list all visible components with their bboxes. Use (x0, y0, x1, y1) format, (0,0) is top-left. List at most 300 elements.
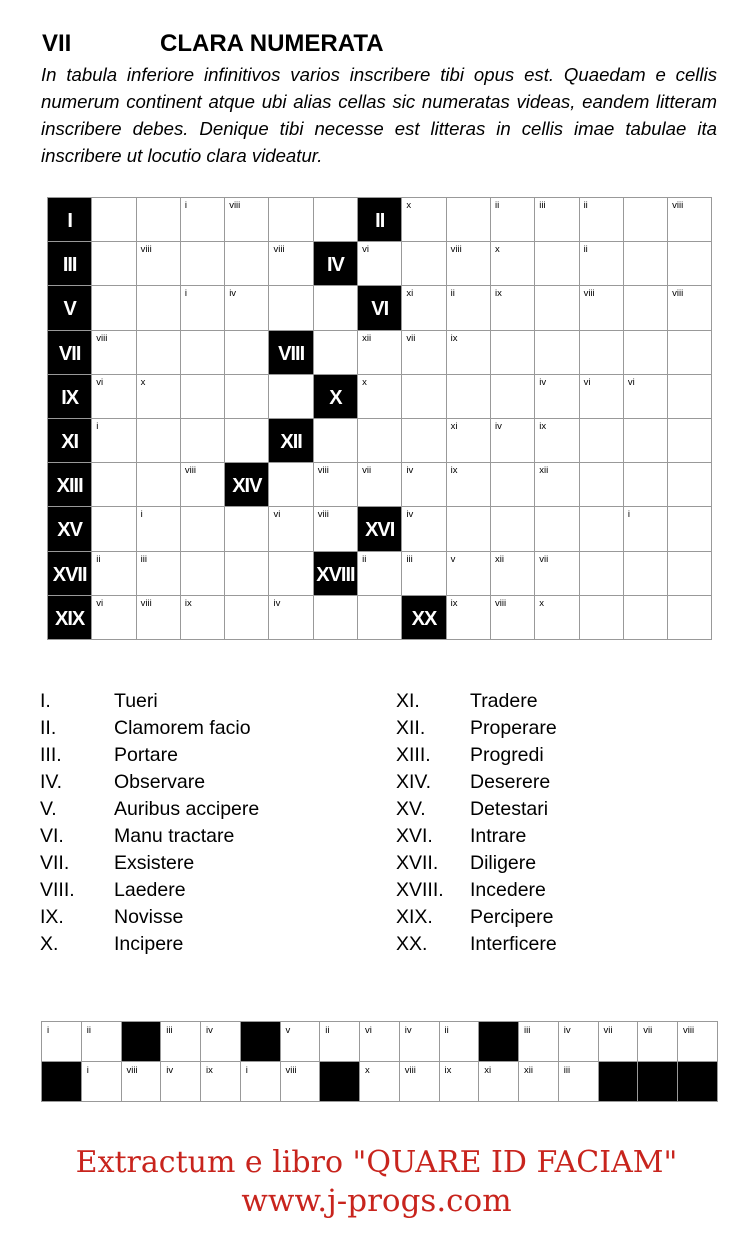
grid-letter-cell[interactable] (446, 286, 490, 330)
grid-letter-cell[interactable] (535, 286, 579, 330)
grid-block-cell[interactable] (313, 242, 357, 286)
clue-text: Clamorem facio (114, 717, 251, 739)
grid-letter-cell[interactable] (535, 198, 579, 242)
cell-number: xii (494, 553, 504, 565)
grid-letter-cell[interactable] (490, 374, 534, 418)
cell-number: i (47, 1025, 50, 1036)
grid-letter-cell[interactable] (92, 595, 136, 639)
cell-number: iv (404, 1025, 412, 1036)
solution-row (42, 1022, 718, 1062)
grid-letter-cell[interactable] (668, 242, 712, 286)
grid-letter-cell[interactable] (668, 551, 712, 595)
word-number-label: I (67, 210, 72, 233)
solution-block-cell (598, 1062, 638, 1102)
solution-block-cell (638, 1062, 678, 1102)
cell-number: viii (683, 1025, 695, 1036)
grid-letter-cell[interactable] (668, 198, 712, 242)
cell-number: vii (643, 1025, 653, 1036)
grid-letter-cell[interactable] (136, 374, 180, 418)
clue-number: XVI. (396, 825, 433, 847)
grid-letter-cell[interactable] (358, 551, 402, 595)
grid-block-cell[interactable] (225, 463, 269, 507)
cell-number: ii (325, 1025, 330, 1036)
solution-letter-cell[interactable] (201, 1062, 241, 1102)
grid-block-cell[interactable] (269, 330, 313, 374)
grid-block-cell[interactable] (48, 198, 92, 242)
cell-number: iii (563, 1065, 571, 1076)
clue-text: Interficere (470, 933, 557, 955)
grid-letter-cell[interactable] (623, 198, 667, 242)
grid-letter-cell[interactable] (535, 507, 579, 551)
grid-letter-cell[interactable] (402, 463, 446, 507)
grid-letter-cell[interactable] (579, 330, 623, 374)
grid-block-cell[interactable] (313, 374, 357, 418)
grid-letter-cell[interactable] (623, 595, 667, 639)
grid-letter-cell[interactable] (402, 418, 446, 462)
grid-block-cell[interactable] (48, 374, 92, 418)
grid-row (48, 198, 712, 242)
solution-block-cell (240, 1022, 280, 1062)
clue-number: XX. (396, 933, 428, 955)
grid-letter-cell[interactable] (358, 242, 402, 286)
cell-number: viii (273, 244, 285, 256)
solution-letter-cell[interactable] (479, 1062, 519, 1102)
word-number-label: VI (371, 298, 389, 321)
grid-letter-cell[interactable] (92, 418, 136, 462)
grid-letter-cell[interactable] (490, 286, 534, 330)
word-number-label: VII (58, 342, 81, 365)
cell-number: iv (166, 1065, 174, 1076)
cell-number: vi (273, 509, 281, 521)
grid-letter-cell[interactable] (446, 418, 490, 462)
grid-letter-cell[interactable] (623, 374, 667, 418)
grid-block-cell[interactable] (48, 242, 92, 286)
grid-row (48, 418, 712, 462)
grid-letter-cell[interactable] (402, 242, 446, 286)
grid-block-cell[interactable] (313, 551, 357, 595)
grid-letter-cell[interactable] (402, 374, 446, 418)
grid-letter-cell[interactable] (402, 551, 446, 595)
grid-letter-cell[interactable] (92, 551, 136, 595)
word-number-label: IV (326, 254, 344, 277)
grid-letter-cell[interactable] (535, 595, 579, 639)
footer-website: www.j-progs.com (241, 1183, 512, 1219)
grid-letter-cell[interactable] (180, 507, 224, 551)
grid-letter-cell[interactable] (136, 463, 180, 507)
cell-number: x (140, 376, 146, 388)
cell-number: vii (603, 1025, 613, 1036)
clue-text: Portare (114, 744, 178, 766)
solution-letter-cell[interactable] (81, 1022, 121, 1062)
solution-letter-cell[interactable] (678, 1022, 718, 1062)
clue-text: Percipere (470, 906, 554, 928)
grid-letter-cell[interactable] (92, 374, 136, 418)
clue-number: III. (40, 744, 62, 766)
cell-number: ii (96, 553, 101, 565)
solution-letter-cell[interactable] (161, 1022, 201, 1062)
grid-block-cell[interactable] (358, 198, 402, 242)
cell-number: v (285, 1025, 291, 1036)
grid-letter-cell[interactable] (579, 418, 623, 462)
grid-letter-cell[interactable] (136, 551, 180, 595)
cell-number: xii (524, 1065, 533, 1076)
grid-letter-cell[interactable] (358, 595, 402, 639)
grid-block-cell[interactable] (269, 418, 313, 462)
clue-number: XV. (396, 798, 426, 820)
grid-letter-cell[interactable] (136, 330, 180, 374)
clue-number: XVIII. (396, 879, 444, 901)
grid-letter-cell[interactable] (136, 595, 180, 639)
clue-number: XIX. (396, 906, 433, 928)
puzzle-number: VII (42, 30, 72, 57)
grid-letter-cell[interactable] (579, 551, 623, 595)
cell-number: iv (273, 597, 281, 609)
solution-letter-cell[interactable] (320, 1022, 360, 1062)
grid-block-cell[interactable] (48, 507, 92, 551)
grid-block-cell[interactable] (358, 507, 402, 551)
clue-text: Detestari (470, 798, 549, 820)
puzzle-header (42, 30, 384, 58)
cell-number: i (627, 509, 630, 521)
cell-number: vi (96, 376, 104, 388)
word-number-label: XVII (52, 563, 87, 586)
grid-letter-cell[interactable] (668, 286, 712, 330)
grid-letter-cell[interactable] (490, 418, 534, 462)
solution-letter-cell[interactable] (201, 1022, 241, 1062)
word-number-label: XVIII (316, 563, 355, 586)
grid-letter-cell[interactable] (180, 595, 224, 639)
grid-letter-cell[interactable] (225, 551, 269, 595)
grid-letter-cell[interactable] (92, 286, 136, 330)
solution-letter-cell[interactable] (558, 1022, 598, 1062)
word-number-label: XIV (232, 475, 262, 498)
grid-letter-cell[interactable] (402, 286, 446, 330)
cell-number: xii (362, 332, 372, 344)
grid-letter-cell[interactable] (446, 551, 490, 595)
grid-letter-cell[interactable] (92, 507, 136, 551)
grid-letter-cell[interactable] (402, 330, 446, 374)
grid-letter-cell[interactable] (269, 286, 313, 330)
cell-number: iii (539, 200, 546, 211)
clue-text: Laedere (114, 879, 186, 901)
solution-letter-cell[interactable] (519, 1062, 559, 1102)
grid-letter-cell[interactable] (358, 330, 402, 374)
cell-number: viii (494, 597, 507, 609)
grid-letter-cell[interactable] (623, 507, 667, 551)
grid-letter-cell[interactable] (180, 286, 224, 330)
grid-letter-cell[interactable] (136, 242, 180, 286)
solution-letter-cell[interactable] (598, 1022, 638, 1062)
solution-letter-cell[interactable] (240, 1062, 280, 1102)
grid-letter-cell[interactable] (579, 374, 623, 418)
grid-row (48, 374, 712, 418)
grid-letter-cell[interactable] (313, 595, 357, 639)
grid-letter-cell[interactable] (269, 595, 313, 639)
grid-letter-cell[interactable] (535, 242, 579, 286)
grid-letter-cell[interactable] (446, 595, 490, 639)
grid-row (48, 330, 712, 374)
cell-number: iii (406, 553, 413, 565)
cell-number: ix (539, 420, 547, 432)
grid-letter-cell[interactable] (225, 286, 269, 330)
grid-block-cell[interactable] (48, 418, 92, 462)
grid-letter-cell[interactable] (623, 463, 667, 507)
grid-letter-cell[interactable] (579, 286, 623, 330)
solution-grid (41, 1021, 718, 1102)
grid-letter-cell[interactable] (446, 507, 490, 551)
grid-letter-cell[interactable] (579, 595, 623, 639)
grid-letter-cell[interactable] (623, 551, 667, 595)
grid-letter-cell[interactable] (180, 418, 224, 462)
grid-letter-cell[interactable] (446, 198, 490, 242)
grid-letter-cell[interactable] (402, 198, 446, 242)
grid-letter-cell[interactable] (180, 242, 224, 286)
cell-number: x (494, 244, 500, 256)
solution-letter-cell[interactable] (558, 1062, 598, 1102)
puzzle-title: CLARA NUMERATA (160, 30, 384, 57)
grid-letter-cell[interactable] (225, 330, 269, 374)
grid-letter-cell[interactable] (535, 418, 579, 462)
grid-letter-cell[interactable] (579, 463, 623, 507)
word-number-label: V (63, 298, 76, 321)
cell-number: viii (450, 244, 462, 256)
grid-letter-cell[interactable] (446, 463, 490, 507)
grid-letter-cell[interactable] (136, 418, 180, 462)
grid-letter-cell[interactable] (490, 551, 534, 595)
cell-number: vii (362, 465, 372, 477)
word-number-label: IX (61, 386, 79, 409)
clue-text: Properare (470, 717, 557, 739)
grid-letter-cell[interactable] (313, 463, 357, 507)
clue-text: Exsistere (114, 852, 195, 874)
grid-letter-cell[interactable] (490, 595, 534, 639)
clue-number: XII. (396, 717, 426, 739)
word-number-label: XX (411, 607, 437, 630)
grid-block-cell[interactable] (358, 286, 402, 330)
cell-number: vi (362, 244, 369, 256)
grid-letter-cell[interactable] (313, 286, 357, 330)
grid-letter-cell[interactable] (623, 330, 667, 374)
cell-number: v (450, 553, 456, 565)
grid-letter-cell[interactable] (92, 463, 136, 507)
solution-letter-cell[interactable] (280, 1062, 320, 1102)
cell-number: ix (444, 1065, 452, 1076)
clue-number: X. (40, 933, 59, 955)
solution-letter-cell[interactable] (519, 1022, 559, 1062)
cell-number: x (406, 200, 412, 211)
grid-letter-cell[interactable] (136, 198, 180, 242)
clue-number: IX. (40, 906, 64, 928)
cell-number: iii (166, 1025, 173, 1036)
grid-letter-cell[interactable] (180, 551, 224, 595)
cell-number: ix (450, 332, 458, 344)
cell-number: viii (140, 244, 152, 256)
grid-letter-cell[interactable] (269, 551, 313, 595)
grid-letter-cell[interactable] (535, 463, 579, 507)
cell-number: i (245, 1065, 248, 1076)
cell-number: vi (365, 1025, 372, 1036)
grid-letter-cell[interactable] (579, 507, 623, 551)
grid-letter-cell[interactable] (358, 374, 402, 418)
grid-letter-cell[interactable] (490, 463, 534, 507)
grid-letter-cell[interactable] (269, 507, 313, 551)
grid-letter-cell[interactable] (313, 507, 357, 551)
solution-letter-cell[interactable] (399, 1062, 439, 1102)
grid-letter-cell[interactable] (668, 418, 712, 462)
clue-text: Tradere (470, 690, 538, 712)
cell-number: vii (539, 553, 549, 565)
solution-block-cell (678, 1062, 718, 1102)
word-number-label: XV (57, 519, 82, 542)
cell-number: vi (583, 376, 591, 388)
solution-letter-cell[interactable] (42, 1022, 82, 1062)
grid-letter-cell[interactable] (358, 418, 402, 462)
grid-letter-cell[interactable] (92, 242, 136, 286)
cell-number: viii (285, 1065, 297, 1076)
grid-row (48, 242, 712, 286)
grid-letter-cell[interactable] (535, 330, 579, 374)
clue-number: VII. (40, 852, 70, 874)
grid-letter-cell[interactable] (313, 330, 357, 374)
clue-text: Incipere (114, 933, 184, 955)
grid-letter-cell[interactable] (446, 242, 490, 286)
solution-letter-cell[interactable] (360, 1022, 400, 1062)
cell-number: ii (86, 1025, 91, 1036)
grid-letter-cell[interactable] (490, 198, 534, 242)
grid-letter-cell[interactable] (579, 198, 623, 242)
cell-number: iv (494, 420, 502, 432)
word-number-label: XII (280, 431, 302, 454)
cell-number: viii (317, 509, 329, 521)
grid-letter-cell[interactable] (269, 242, 313, 286)
grid-letter-cell[interactable] (446, 374, 490, 418)
cell-number: i (140, 509, 143, 521)
cell-number: iv (539, 376, 547, 388)
grid-letter-cell[interactable] (668, 595, 712, 639)
grid-row (48, 463, 712, 507)
grid-letter-cell[interactable] (225, 595, 269, 639)
cell-number: viii (96, 332, 108, 344)
cell-number: ix (450, 465, 458, 477)
word-number-label: VIII (278, 342, 305, 365)
solution-letter-cell[interactable] (121, 1062, 161, 1102)
grid-letter-cell[interactable] (92, 330, 136, 374)
grid-letter-cell[interactable] (136, 507, 180, 551)
grid-letter-cell[interactable] (225, 418, 269, 462)
grid-letter-cell[interactable] (623, 286, 667, 330)
grid-block-cell[interactable] (48, 330, 92, 374)
grid-letter-cell[interactable] (180, 463, 224, 507)
grid-letter-cell[interactable] (225, 507, 269, 551)
grid-block-cell[interactable] (48, 595, 92, 639)
cell-number: ii (450, 288, 455, 300)
grid-letter-cell[interactable] (136, 286, 180, 330)
solution-letter-cell[interactable] (638, 1022, 678, 1062)
cell-number: viii (583, 288, 595, 300)
grid-letter-cell[interactable] (668, 507, 712, 551)
cell-number: ix (184, 597, 192, 609)
cell-number: x (362, 376, 367, 388)
grid-letter-cell[interactable] (446, 330, 490, 374)
cell-number: i (96, 420, 99, 432)
cell-number: iv (406, 465, 414, 477)
grid-letter-cell[interactable] (225, 198, 269, 242)
word-number-label: XVI (365, 519, 395, 542)
grid-letter-cell[interactable] (490, 507, 534, 551)
word-number-label: II (375, 210, 385, 233)
cell-number: iii (524, 1025, 531, 1036)
clue-text: Manu tractare (114, 825, 235, 847)
clue-number: XIV. (396, 771, 432, 793)
grid-block-cell[interactable] (48, 551, 92, 595)
cell-number: i (184, 200, 188, 211)
grid-letter-cell[interactable] (668, 463, 712, 507)
clue-text: Novisse (114, 906, 184, 928)
solution-letter-cell[interactable] (399, 1022, 439, 1062)
grid-letter-cell[interactable] (313, 198, 357, 242)
cell-number: viii (229, 200, 241, 211)
cell-number: viii (184, 465, 196, 477)
clue-text: Incedere (470, 879, 546, 901)
cell-number: ix (494, 288, 502, 300)
grid-letter-cell[interactable] (668, 374, 712, 418)
solution-letter-cell[interactable] (161, 1062, 201, 1102)
cell-number: viii (317, 465, 329, 477)
grid-letter-cell[interactable] (490, 242, 534, 286)
grid-letter-cell[interactable] (180, 330, 224, 374)
cell-number: iv (229, 288, 237, 300)
grid-letter-cell[interactable] (490, 330, 534, 374)
grid-letter-cell[interactable] (402, 507, 446, 551)
grid-letter-cell[interactable] (579, 242, 623, 286)
grid-letter-cell[interactable] (623, 418, 667, 462)
grid-letter-cell[interactable] (269, 463, 313, 507)
cell-number: ii (583, 200, 588, 211)
grid-block-cell[interactable] (48, 463, 92, 507)
grid-letter-cell[interactable] (180, 198, 224, 242)
cell-number: iv (206, 1025, 213, 1036)
grid-letter-cell[interactable] (269, 198, 313, 242)
grid-letter-cell[interactable] (225, 242, 269, 286)
cell-number: x (365, 1065, 370, 1076)
clue-number: II. (40, 717, 57, 739)
grid-letter-cell[interactable] (535, 551, 579, 595)
grid-letter-cell[interactable] (225, 374, 269, 418)
grid-row (48, 507, 712, 551)
cell-number: viii (126, 1065, 138, 1076)
grid-letter-cell[interactable] (313, 418, 357, 462)
clue-number: IV. (40, 771, 63, 793)
solution-letter-cell[interactable] (439, 1022, 479, 1062)
grid-block-cell[interactable] (48, 286, 92, 330)
grid-letter-cell[interactable] (358, 463, 402, 507)
grid-block-cell[interactable] (402, 595, 446, 639)
grid-letter-cell[interactable] (535, 374, 579, 418)
solution-letter-cell[interactable] (360, 1062, 400, 1102)
clue-number: VIII. (40, 879, 75, 901)
grid-letter-cell[interactable] (623, 242, 667, 286)
clue-number: XIII. (396, 744, 431, 766)
grid-letter-cell[interactable] (269, 374, 313, 418)
grid-row (48, 286, 712, 330)
solution-letter-cell[interactable] (280, 1022, 320, 1062)
grid-letter-cell[interactable] (668, 330, 712, 374)
solution-letter-cell[interactable] (439, 1062, 479, 1102)
solution-letter-cell[interactable] (81, 1062, 121, 1102)
grid-letter-cell[interactable] (92, 198, 136, 242)
word-number-label: X (329, 386, 342, 409)
grid-letter-cell[interactable] (180, 374, 224, 418)
